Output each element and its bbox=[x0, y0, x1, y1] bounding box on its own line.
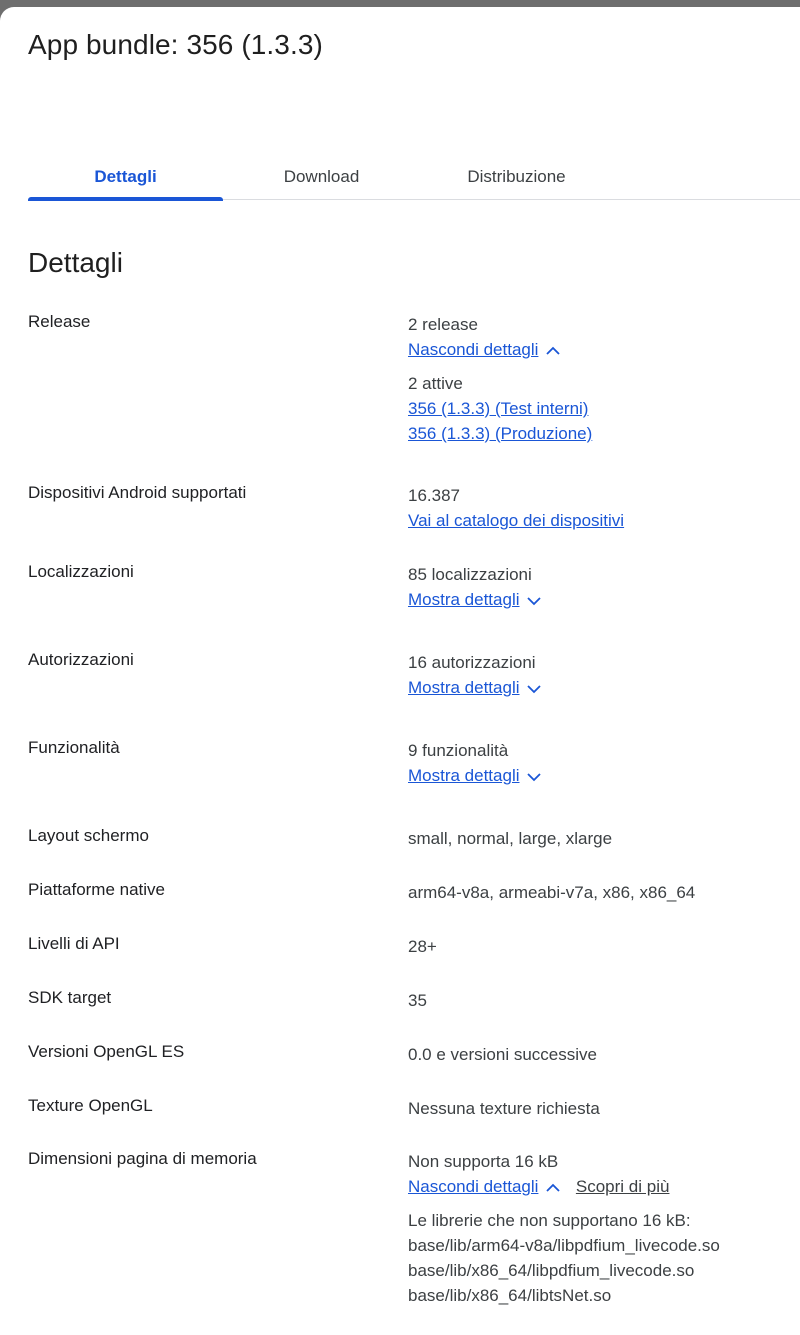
features-label: Funzionalità bbox=[28, 738, 120, 757]
localizations-label: Localizzazioni bbox=[28, 562, 134, 581]
screen-layout-value: small, normal, large, xlarge bbox=[408, 829, 613, 848]
permissions-label: Autorizzazioni bbox=[28, 650, 134, 669]
opengl-versions-label: Versioni OpenGL ES bbox=[28, 1042, 185, 1061]
localizations-value: 85 localizzazioni bbox=[408, 565, 532, 584]
lib-path: base/lib/x86_64/libpdfium_livecode.so bbox=[408, 1261, 695, 1280]
lib-path: base/lib/x86_64/libtsNet.so bbox=[408, 1286, 612, 1305]
libs-heading: Le librerie che non supportano 16 kB: bbox=[408, 1211, 691, 1230]
release-label: Release bbox=[28, 312, 91, 331]
chevron-down-icon[interactable] bbox=[526, 594, 542, 608]
section-title: Dettagli bbox=[28, 247, 123, 278]
memory-page-label: Dimensioni pagina di memoria bbox=[28, 1149, 257, 1168]
tab-distribuzione[interactable]: Distribuzione bbox=[467, 167, 566, 186]
tab-download[interactable]: Download bbox=[283, 167, 360, 186]
features-show-details-link[interactable]: Mostra dettagli bbox=[408, 766, 520, 785]
target-sdk-label: SDK target bbox=[28, 988, 112, 1007]
release-value: 2 release bbox=[408, 315, 478, 334]
chevron-up-icon[interactable] bbox=[545, 1181, 561, 1195]
opengl-textures-value: Nessuna texture richiesta bbox=[408, 1099, 600, 1118]
api-levels-label: Livelli di API bbox=[28, 934, 120, 953]
api-levels-value: 28+ bbox=[408, 937, 437, 956]
opengl-textures-label: Texture OpenGL bbox=[28, 1096, 153, 1115]
chevron-down-icon[interactable] bbox=[526, 770, 542, 784]
native-platforms-value: arm64-v8a, armeabi-v7a, x86, x86_64 bbox=[408, 883, 696, 902]
permissions-value: 16 autorizzazioni bbox=[408, 653, 536, 672]
features-value: 9 funzionalità bbox=[408, 741, 509, 760]
screen-layout-label: Layout schermo bbox=[28, 826, 149, 845]
chevron-up-icon[interactable] bbox=[545, 344, 561, 358]
chevron-down-icon[interactable] bbox=[526, 682, 542, 696]
permissions-show-details-link[interactable]: Mostra dettagli bbox=[408, 678, 520, 697]
devices-label: Dispositivi Android supportati bbox=[28, 483, 247, 502]
release-active-count: 2 attive bbox=[408, 374, 463, 393]
memory-page-value: Non supporta 16 kB bbox=[408, 1152, 559, 1171]
lib-path: base/lib/arm64-v8a/libpdfium_livecode.so bbox=[408, 1236, 720, 1255]
tab-bar bbox=[28, 155, 800, 200]
memory-page-hide-details-link[interactable]: Nascondi dettagli bbox=[408, 1177, 539, 1196]
app-bundle-dialog bbox=[0, 7, 800, 1335]
native-platforms-label: Piattaforme native bbox=[28, 880, 166, 899]
opengl-versions-value: 0.0 e versioni successive bbox=[408, 1045, 597, 1064]
devices-value: 16.387 bbox=[408, 486, 460, 505]
device-catalog-link[interactable]: Vai al catalogo dei dispositivi bbox=[408, 511, 625, 530]
release-link-internal-test[interactable]: 356 (1.3.3) (Test interni) bbox=[408, 399, 589, 418]
page-title: App bundle: 356 (1.3.3) bbox=[28, 29, 323, 60]
release-hide-details-link[interactable]: Nascondi dettagli bbox=[408, 340, 539, 359]
tab-dettagli[interactable]: Dettagli bbox=[28, 155, 223, 199]
target-sdk-value: 35 bbox=[408, 991, 427, 1010]
learn-more-link[interactable]: Scopri di più bbox=[575, 1177, 670, 1196]
localizations-show-details-link[interactable]: Mostra dettagli bbox=[408, 590, 520, 609]
release-link-production[interactable]: 356 (1.3.3) (Produzione) bbox=[408, 424, 593, 443]
